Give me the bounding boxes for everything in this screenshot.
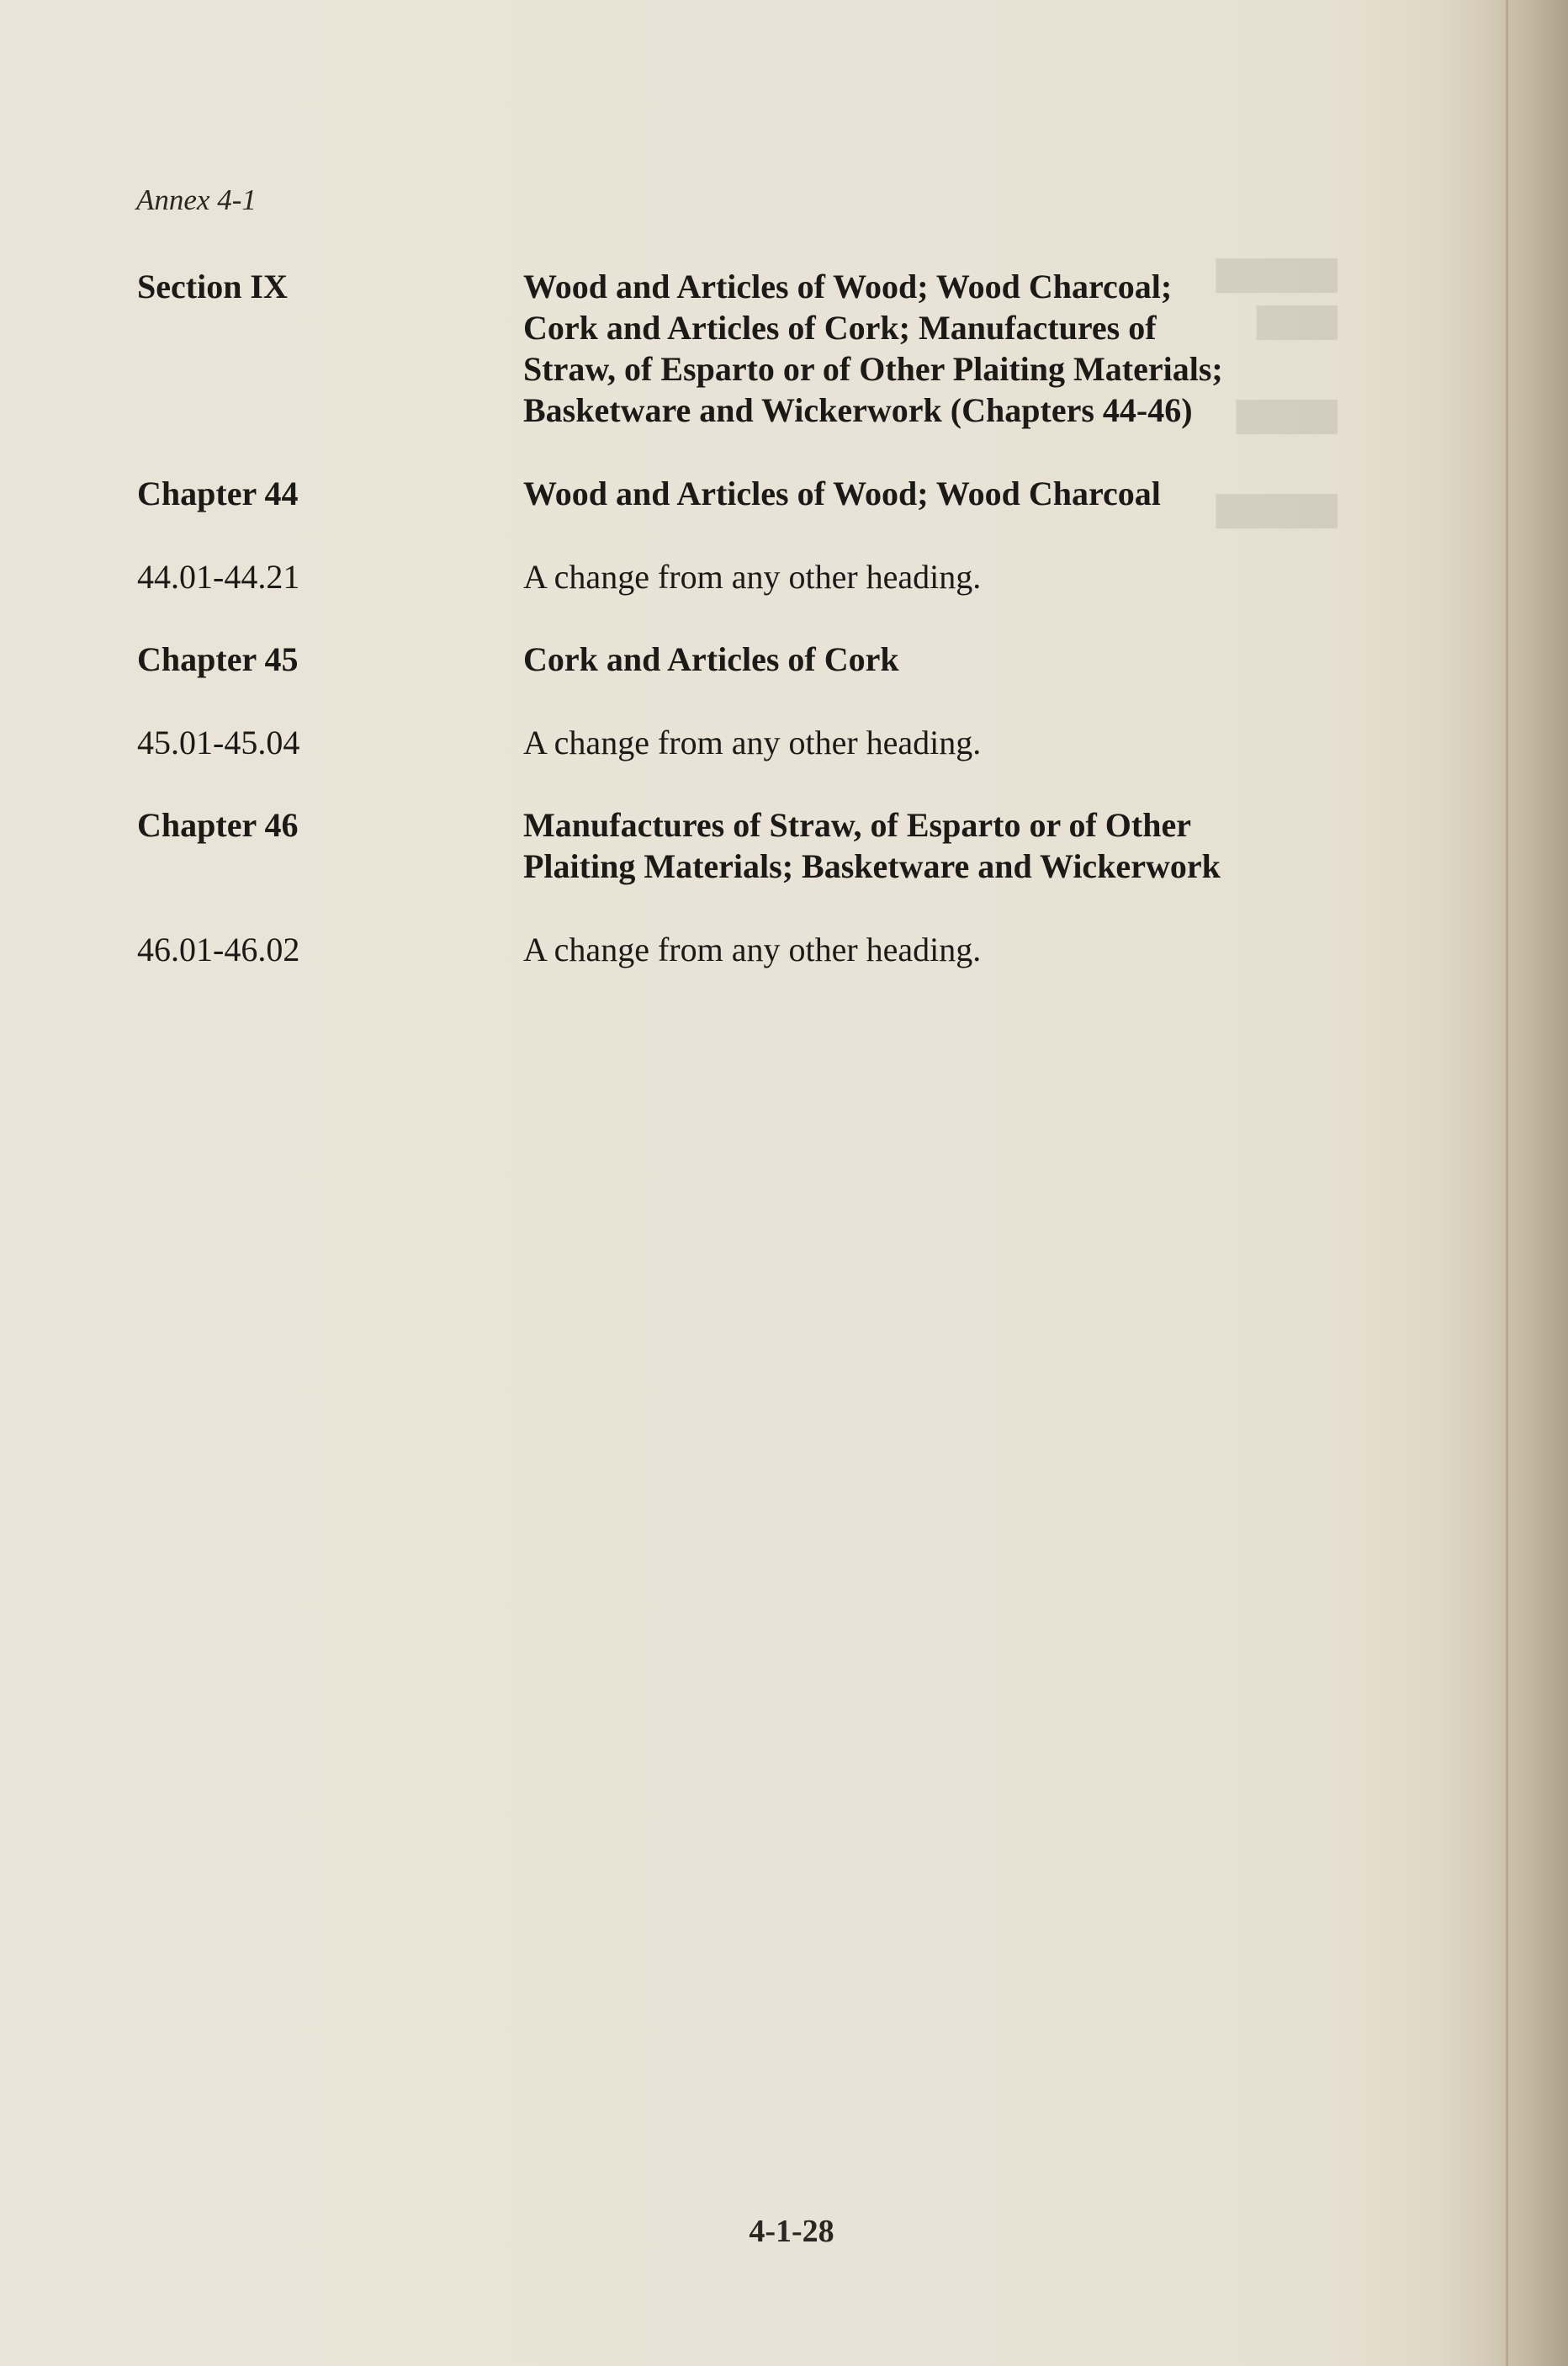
page-binding-edge xyxy=(1506,0,1508,2366)
description-line: Cork and Articles of Cork; Manufactures of xyxy=(523,309,1157,347)
description-line: Wood and Articles of Wood; Wood Charcoal xyxy=(523,475,1161,512)
row-description xyxy=(523,473,1348,514)
description-line: Basketware and Wickerwork (Chapters 44-46) xyxy=(523,391,1193,429)
page-binding-shadow xyxy=(1442,0,1568,2366)
description-line: Cork and Articles of Cork xyxy=(523,640,899,678)
bleed-through-text: ██████ ████ █████ ██████ xyxy=(1216,260,1338,527)
row-description xyxy=(523,556,1348,597)
row-label: Chapter 46 xyxy=(137,806,299,844)
description-line: Straw, of Esparto or of Other Plaiting Materials; xyxy=(523,350,1223,388)
row-description xyxy=(523,266,1348,431)
row-description xyxy=(523,639,1348,680)
description-line: Manufactures of Straw, of Esparto or of Other xyxy=(523,806,1191,844)
row-label: 45.01-45.04 xyxy=(137,724,300,761)
row-description xyxy=(523,804,1348,887)
description-line: A change from any other heading. xyxy=(523,931,982,968)
row-label: 46.01-46.02 xyxy=(137,931,300,968)
row-label: 44.01-44.21 xyxy=(137,558,300,596)
row-label: Chapter 45 xyxy=(137,640,299,678)
description-line: Wood and Articles of Wood; Wood Charcoal; xyxy=(523,268,1173,305)
row-description xyxy=(523,722,1348,763)
running-head: Annex 4-1 xyxy=(136,183,257,216)
page-number: 4-1-28 xyxy=(749,2214,834,2249)
description-line: A change from any other heading. xyxy=(523,724,982,761)
row-label: Chapter 44 xyxy=(137,475,299,512)
description-line: A change from any other heading. xyxy=(523,558,982,596)
row-description xyxy=(523,929,1348,970)
description-line: Plaiting Materials; Basketware and Wickerwork xyxy=(523,847,1221,885)
row-label: Section IX xyxy=(137,268,288,305)
